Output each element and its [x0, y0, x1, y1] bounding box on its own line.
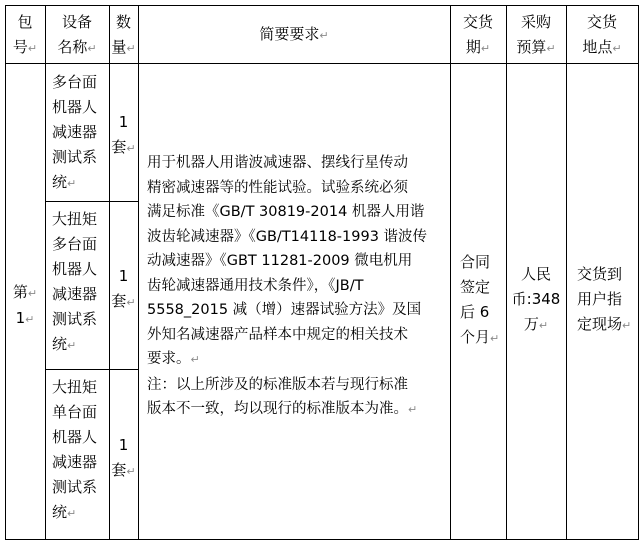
- requirements-text: [147, 151, 443, 423]
- header-budget: 采购 预算↵: [516, 13, 556, 56]
- item-3-quantity: 1 套↵: [111, 436, 136, 479]
- col-divider-6: [566, 5, 567, 540]
- req-line: 要求。↵: [147, 351, 200, 367]
- req-line: 精密减速器等的性能试验。试验系统必须: [147, 179, 408, 196]
- req-line: 齿轮减速器通用技术条件》，《JB/T: [147, 277, 364, 294]
- item-1-quantity: 1 套↵: [111, 113, 136, 156]
- item-1-name: 多台面 机器人 减速器 测试系 统↵: [52, 73, 98, 191]
- header-quantity: 数 量↵: [111, 13, 136, 56]
- req-line: 5558_2015 减（增）速器试验方法》及国: [147, 302, 422, 318]
- purchase-budget: 人民 币:348 万↵: [511, 265, 561, 333]
- table-right-border: [638, 5, 639, 540]
- header-equipment-name: 设备 名称↵: [57, 13, 97, 56]
- col-divider-4: [450, 5, 451, 540]
- table-left-border: [5, 5, 6, 540]
- item-2-name: 大扭矩 多台面 机器人 减速器 测试系 统↵: [52, 210, 98, 353]
- req-line: 外知名减速器产品样本中规定的相关技术: [147, 326, 408, 343]
- delivery-place: 交货到 用户指 定现场↵: [577, 265, 632, 333]
- row1-bottom-border: [45, 201, 138, 202]
- req-line: 动减速器》《GBT 11281-2009 微电机用: [147, 253, 413, 269]
- item-3-name: 大扭矩 单台面 机器人 减速器 测试系 统↵: [52, 378, 98, 521]
- package-number: 第↵ 1↵: [12, 283, 38, 327]
- req-line: 满足标准《GB/T 30819-2014 机器人用谐: [147, 204, 425, 220]
- col-divider-1: [45, 5, 46, 540]
- header-package-no: 包 号↵: [12, 13, 38, 56]
- req-line: 用于机器人用谐波减速器、摆线行星传动: [147, 155, 408, 171]
- delivery-period: 合同 签定 后 6 个月↵: [460, 253, 500, 346]
- req-line: 波齿轮减速器》《GB/T14118-1993 谐波传: [147, 228, 428, 245]
- table-bottom-border: [5, 539, 639, 540]
- header-delivery-period: 交货 期↵: [462, 13, 493, 56]
- row2-bottom-border: [45, 369, 138, 370]
- header-bottom-border: [5, 63, 639, 64]
- item-2-quantity: 1 套↵: [111, 267, 136, 310]
- note-line: 注：以上所涉及的标准版本若与现行标准: [147, 376, 408, 393]
- table-top-border: [5, 5, 639, 6]
- col-divider-3: [138, 5, 139, 540]
- header-requirements: 简要要求↵: [259, 25, 329, 43]
- header-delivery-place: 交货 地点↵: [582, 13, 622, 56]
- note-line: 版本不一致，均以现行的标准版本为准。↵: [147, 401, 418, 417]
